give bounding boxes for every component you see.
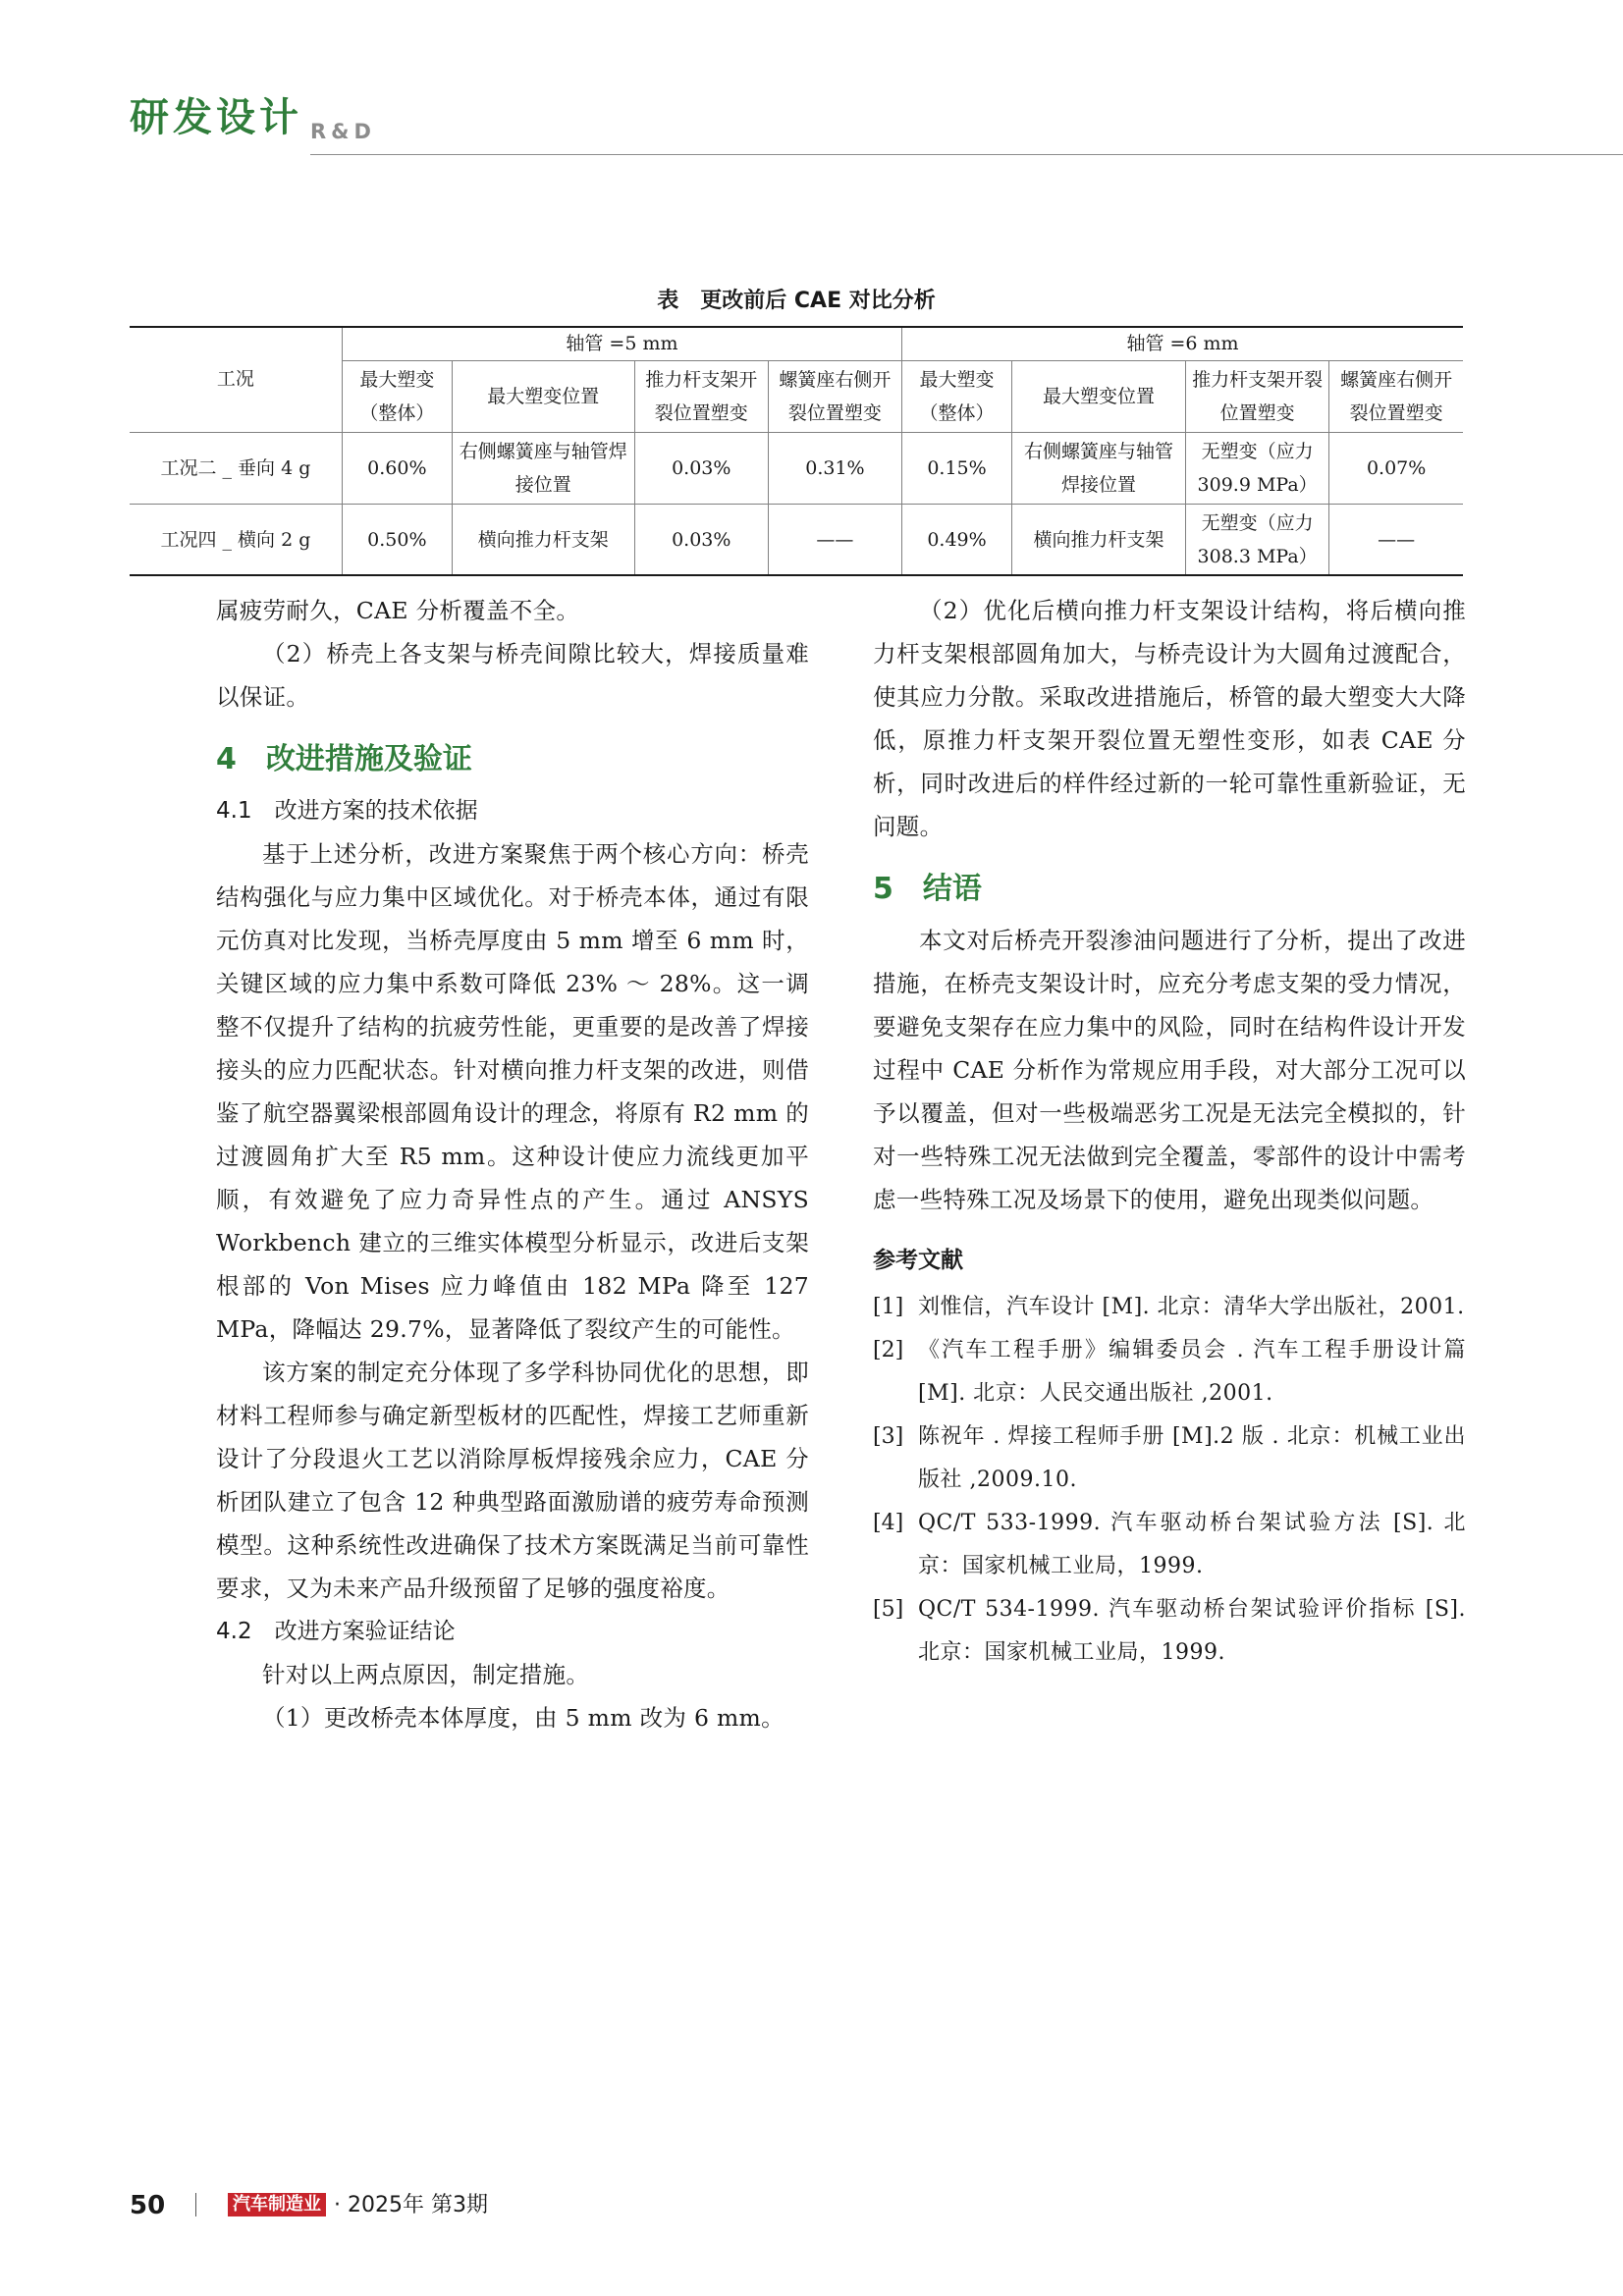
reference-number: [4]	[873, 1511, 904, 1535]
table-caption: 表 更改前后 CAE 对比分析	[657, 289, 936, 313]
column-header: 推力杆支架开裂位置塑变	[1185, 361, 1328, 433]
table-bottom-rule	[130, 574, 1463, 576]
paragraph: 针对以上两点原因，制定措施。	[262, 1661, 590, 1688]
issue-label: · 2025年 第3期	[334, 2193, 488, 2217]
table-cell: 0.15%	[902, 433, 1012, 505]
reference-text: 《汽车工程手册》编辑委员会 . 汽车工程手册设计篇 [M]. 北京：人民交通出版社 ,2001.	[918, 1338, 1466, 1406]
condition-header: 工况	[216, 368, 254, 390]
reference-text: 陈祝年 . 焊接工程师手册 [M].2 版 . 北京：机械工业出版社 ,2009.10.	[918, 1424, 1466, 1492]
paragraph: 属疲劳耐久，CAE 分析覆盖不全。	[216, 597, 580, 624]
subsection-heading: 4.2 改进方案验证结论	[216, 1619, 456, 1644]
reference-number: [2]	[873, 1338, 904, 1362]
reference-number: [5]	[873, 1597, 904, 1622]
table-cell: 0.03%	[634, 433, 768, 505]
footer-divider	[195, 2193, 196, 2216]
table-cell: ——	[1329, 505, 1463, 576]
section-heading: 5 结语	[873, 872, 982, 906]
reference-text: 刘惟信，汽车设计 [M]. 北京：清华大学出版社，2001.	[918, 1295, 1465, 1319]
column-header: 最大塑变位置	[1012, 361, 1186, 433]
reference-item	[873, 1502, 1466, 1588]
table-cell: 0.31%	[768, 433, 901, 505]
table-cell: 横向推力杆支架	[1012, 505, 1186, 576]
column-header: 螺簧座右侧开裂位置塑变	[768, 361, 901, 433]
row-condition: 工况四 _ 横向 2 g	[130, 505, 342, 576]
reference-item	[873, 1286, 1466, 1329]
table-cell: 无塑变（应力 308.3 MPa）	[1185, 505, 1328, 576]
paragraph: 本文对后桥壳开裂渗油问题进行了分析，提出了改进措施，在桥壳支架设计时，应充分考虑支架的受力情况，要避免支架存在应力集中的风险，同时在结构件设计开发过程中 CAE 分析作为常规应用手段，对大部分工况可以予以覆盖，但对一些极端恶劣工况是无法完全模拟的，针对一些特殊工况无法做到完全覆盖，零部件的设计中需考虑一些特殊工况及场景下的使用，避免出现类似问题。	[873, 927, 1466, 1213]
left-column	[216, 589, 809, 1739]
column-header: 推力杆支架开裂位置塑变	[634, 361, 768, 433]
section-title: 研发设计	[130, 95, 302, 140]
table-cell: ——	[768, 505, 901, 576]
reference-text: QC/T 534-1999. 汽车驱动桥台架试验评价指标 [S]. 北京：国家机械工业局，1999.	[918, 1597, 1466, 1665]
column-header: 最大塑变（整体）	[342, 361, 452, 433]
subsection-heading: 4.1 改进方案的技术依据	[216, 798, 478, 824]
row-condition: 工况二 _ 垂向 4 g	[130, 433, 342, 505]
section-subtitle: R&D	[310, 120, 376, 143]
reference-number: [3]	[873, 1424, 904, 1449]
reference-item	[873, 1588, 1466, 1675]
reference-item	[873, 1415, 1466, 1502]
table-row	[130, 505, 1463, 576]
table-cell: 右侧螺簧座与轴管焊接位置	[1012, 433, 1186, 505]
reference-number: [1]	[873, 1295, 904, 1319]
table-cell: 0.60%	[342, 433, 452, 505]
table-group-header-row	[130, 326, 1463, 361]
table-cell: 右侧螺簧座与轴管焊接位置	[452, 433, 634, 505]
right-column	[873, 589, 1466, 1675]
section-heading: 4 改进措施及验证	[216, 742, 472, 776]
paragraph: 基于上述分析，改进方案聚焦于两个核心方向：桥壳结构强化与应力集中区域优化。对于桥壳本体，通过有限元仿真对比发现，当桥壳厚度由 5 mm 增至 6 mm 时，关键区域的应力集中系数可降低 23% ～ 28%。这一调整不仅提升了结构的抗疲劳性能，更重要的是改善了焊接接头的应力匹配状态。针对横向推力杆支架的改进，则借鉴了航空器翼梁根部圆角设计的理念，将原有 R2 mm 的过渡圆角扩大至 R5 mm。这种设计使应力流线更加平顺，有效避免了应力奇异性点的产生。通过 ANSYS Workbench 建立的三维实体模型分析显示，改进后支架根部的 Von Mises 应力峰值由 182 MPa 降至 127 MPa，降幅达 29.7%，显著降低了裂纹产生的可能性。	[216, 840, 809, 1343]
references-heading: 参考文献	[873, 1248, 963, 1273]
page-number: 50	[130, 2191, 166, 2220]
table-row	[130, 433, 1463, 505]
table-cell: 0.50%	[342, 505, 452, 576]
column-header: 螺簧座右侧开裂位置塑变	[1329, 361, 1463, 433]
paragraph: （1）更改桥壳本体厚度，由 5 mm 改为 6 mm。	[262, 1704, 784, 1732]
cae-comparison-table	[130, 326, 1463, 575]
table-cell: 0.07%	[1329, 433, 1463, 505]
paragraph: （2）优化后横向推力杆支架设计结构，将后横向推力杆支架根部圆角加大，与桥壳设计为大圆角过渡配合，使其应力分散。采取改进措施后，桥管的最大塑变大大降低，原推力杆支架开裂位置无塑性变形，如表 CAE 分析，同时改进后的样件经过新的一轮可靠性重新验证，无问题。	[873, 597, 1466, 840]
header-rule	[310, 154, 1623, 155]
paragraph: 该方案的制定充分体现了多学科协同优化的思想，即材料工程师参与确定新型板材的匹配性，焊接工艺师重新设计了分段退火工艺以消除厚板焊接残余应力，CAE 分析团队建立了包含 12 种典型路面激励谱的疲劳寿命预测模型。这种系统性改进确保了技术方案既满足当前可靠性要求，又为未来产品升级预留了足够的强度裕度。	[216, 1359, 809, 1602]
table-cell: 0.49%	[902, 505, 1012, 576]
reference-item	[873, 1329, 1466, 1415]
group-header-5mm: 轴管 =5 mm	[342, 326, 901, 361]
magazine-logo: 汽车制造业	[228, 2193, 326, 2216]
table-top-rule	[130, 326, 1463, 328]
column-header: 最大塑变（整体）	[902, 361, 1012, 433]
table-cell: 横向推力杆支架	[452, 505, 634, 576]
table-cell: 无塑变（应力 309.9 MPa）	[1185, 433, 1328, 505]
column-header: 最大塑变位置	[452, 361, 634, 433]
paragraph: （2）桥壳上各支架与桥壳间隙比较大，焊接质量难以保证。	[216, 640, 809, 711]
reference-text: QC/T 533-1999. 汽车驱动桥台架试验方法 [S]. 北京：国家机械工业局，1999.	[918, 1511, 1466, 1578]
group-header-6mm: 轴管 =6 mm	[902, 326, 1463, 361]
table-cell: 0.03%	[634, 505, 768, 576]
